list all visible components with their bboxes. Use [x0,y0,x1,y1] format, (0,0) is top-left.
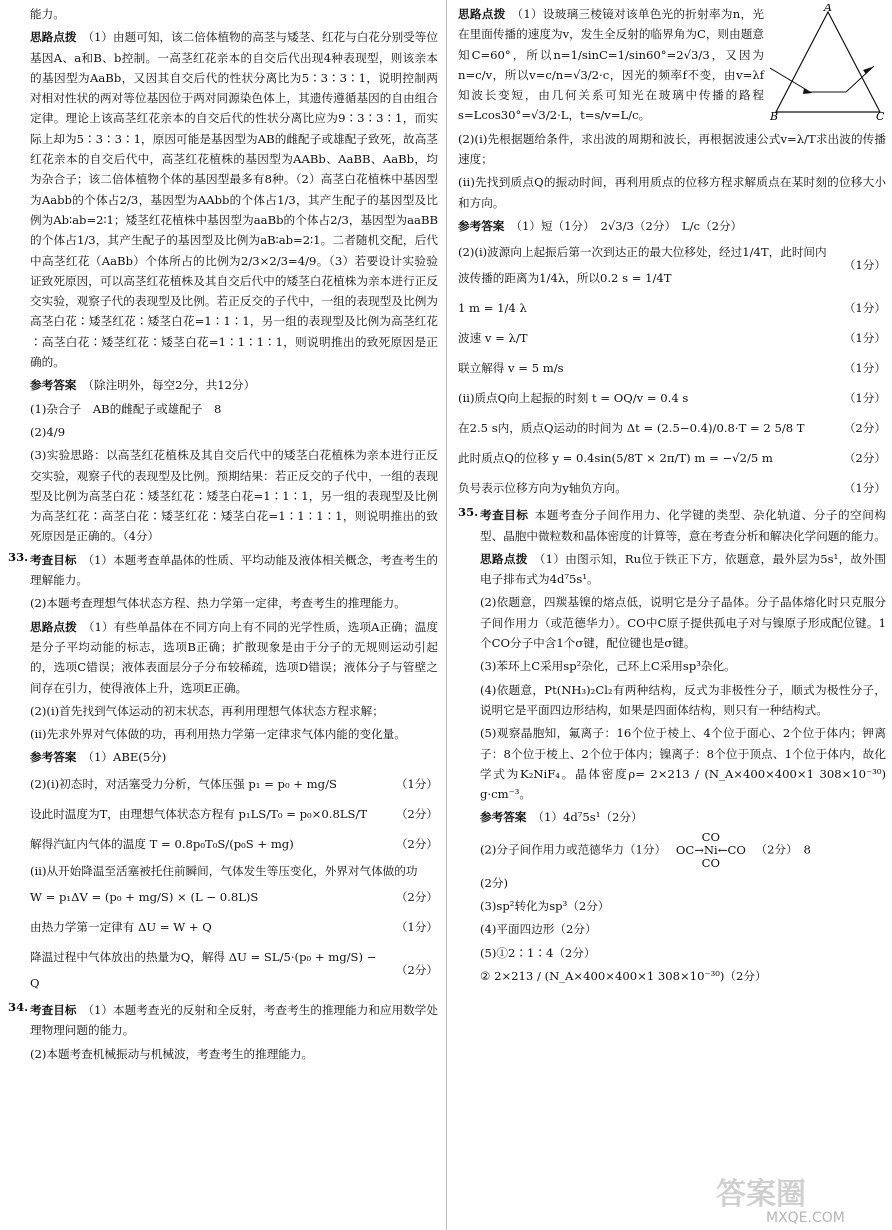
formula-row: (ⅱ)质点Q向上起振的时刻 t = OQ/v = 0.4 s （1分） [458,385,886,411]
formula-row: 由热力学第一定律有 ΔU = W + Q （1分） [30,914,438,940]
question-number: 33. [8,549,29,564]
column-divider [446,0,447,1230]
formula-row: 1 m = 1/4 λ （1分） [458,295,886,321]
optics-analysis: 思路点拨 （1）设玻璃三棱镜对该单色光的折射率为n，光在里面传播的速度为v，发生全反射的临界角为C，则由题意知C=60°，所以n=1/sinC=1/sin60°=2√3/3，又因为n=c/v，所以v=c/n=√3/2·c，因光的频率f不变，由v=λf知波长变短，由几何关系可知光在玻璃中传播的路程s=Lcos30°=√3/2·L，t=s/v=L/c。 [458,7,764,123]
formula-row: 联立解得 v = 5 m/s （1分） [458,355,886,381]
vertex-label-a: A [824,4,832,14]
score: （1分） [395,776,438,791]
score: （1分） [843,301,886,316]
formula-row: W = p₁ΔV = (p₀ + mg/S) × (L − 0.8L)S （2分） [30,884,438,910]
question-number: 35. [458,505,479,520]
section-head: 思路点拨 [30,30,77,45]
formula-row: 负号表示位移方向为y轴负方向。 （1分） [458,475,886,501]
answer-line: (3)实验思路：以高茎红花植株及其自交后代中的矮茎白花植株为亲本进行正反交实验，观察子代的表现型及比例。预期结果：若正反交的子代中，一组的表现型及比例为高茎白花∶矮茎红花∶矮茎白花=1∶1∶1，另一组的表现型及比例为高茎红花∶高茎白花∶矮茎红花∶矮茎白花=1∶1∶1∶1，则说明推出的致死原因是正确的。（4分） [30,448,438,544]
score: （2分） [395,806,438,821]
formula-row: 解得汽缸内气体的温度 T = 0.8p₀T₀S/(p₀S + mg) （2分） [30,831,438,857]
score: （1分） [843,391,886,406]
score: （2分） [843,421,886,436]
score: （2分） [395,962,438,977]
ni-co-structure: CO OC→Ni←CO CO [675,829,746,870]
watermark-sub: MXQE.COM [766,1210,845,1226]
vertex-label-b: B [770,110,779,120]
watermark-main: 答案圈 [716,1177,806,1212]
genetics-answer-head: 参考答案 （除注明外，每空2分，共12分） [30,378,256,393]
formula-row: (2)(ⅰ)初态时，对活塞受力分析，气体压强 p₁ = p₀ + mg/S （1分） [30,771,438,797]
optics-answer: 参考答案 （1）短（1分） 2√3/3（2分） L/c（2分） [458,218,743,233]
section-head: 参考答案 [30,378,77,393]
score: （2分） [395,889,438,904]
score: （1分） [843,481,886,496]
formula-row: 此时质点Q的位移 y = 0.4sin(5/8T × 2π/T) m = −√2/5 m （2分） [458,445,886,471]
genetics-analysis: 思路点拨 （1）由题可知，该二倍体植物的高茎与矮茎、红花与白花分别受等位基因A、a和B、b控制。一高茎红花亲本的自交后代出现4种表现型，则该亲本的基因型为AaBb，又因其自交后代的性状分离比为5∶3∶3∶1，说明控制两对相对性状的两对等位基因位于两对同源染色体上，其遗传遵循基因的自由组合定律。理论上该高茎红花亲本的自交后代的性状分离比应为9∶3∶3∶1，而实际上却为5∶3∶3∶1，原因可能是基因型为AB的雌配子或雄配子致死，故高茎红花亲本的自交后代中，高茎红花植株的基因型为AABb、AaBB、AaBb，均为杂合子；该二倍体植物个体的基因型最多有8种。（2）高茎白花植株中基因型为Aabb的个体占2/3，基因型为AAbb的个体占1/3，其产生配子的基因型及比例为Ab∶ab=2∶1；矮茎红花植株中基因型为aaBb的个体占2/3，基因型为aaBB的个体占1/3，其产生配子的基因型及比例为aB∶ab=2∶1。二者随机交配，后代中高茎红花（AaBb）个体所占的比例为2/3×2/3=4/9。（3）若要设计实验验证致死原因，可以高茎红花植株及其自交后代中的矮茎白花植株为亲本进行正反交实验，观察子代的表现型及比例。若正反交的子代中，一组的表现型及比例为高茎白花∶矮茎红花∶矮茎白花=1∶1∶1，另一组的表现型及比例为高茎红花∶高茎白花∶矮茎红花∶矮茎白花=1∶1∶1∶1，则说明推出的致死原因是正确的。 [30,30,438,370]
question-33: 33. 考查目标 （1）本题考查单晶体的性质、平均动能及液体相关概念，考查考生的理解能力。 (2)本题考查理想气体状态方程、热力学第一定律，考查考生的推理能力。 思路点拨 （1）有些单晶体在不同方向上有不同的光学性质，选项A正确；温度是分子平均动能的标志，选项B正确；扩散现象是由于分子的无规则运动引起的，选项C错误；液体表面层分子分布较稀疏，选项D错误；液体分子与管壁之间存在引力，使得液体上升，选项E正确。 (2)(ⅰ)首先找到气体运动的初末状态，再利用理想气体状态方程求解； (ⅱ)先求外界对气体做的功，再利用热力学第一定律求气体内能的变化量。 参考答案 （1）ABE(5分) (2)(ⅰ)初态时，对活塞受力分析，气体压强 p₁ = p₀ + mg/S （1分） 设此时温度为T，由理想气体状态方程有 p₁LS/T₀ = p₀×0.8LS/T （2分） 解得汽缸内气体的温度 T = 0.8p₀T₀S/(p₀S + mg) （2分） (ⅱ)从开始降温至活塞被托住前瞬间，气体发生等压变化，外界对气体做的功 W = p₁ΔV = (p₀ + mg/S) × (L − 0.8L)S （2分） 由热力学第一定律有 ΔU = W + Q （1分） 降温过程中气体放出的热量为Q，解得 ΔU = SL/5·(p₀ + mg/S) − Q （2分） [8,550,438,996]
question-34: 34. 考查目标 （1）本题考查光的反射和全反射，考查考生的推理能力和应用数学处理物理问题的能力。 (2)本题考查机械振动与机械波，考查考生的推理能力。 [8,999,438,1061]
vertex-label-c: C [876,110,885,120]
continued-text: 能力。 [30,7,65,21]
score: （2分） [395,836,438,851]
question-35: 35. 考查目标 本题考查分子间作用力、化学键的类型、杂化轨道、分子的空间构型、晶胞中微粒数和晶体密度的计算等，意在考查分析和解决化学问题的能力。 思路点拨 （1）由图示知，Ru位于铁正下方，依题意，最外层为5s¹，故外围电子排布式为4d⁷5s¹。 (2)依题意，四羰基镍的熔点低，说明它是分子晶体。分子晶体熔化时只克服分子间作用力（或范德华力）。CO中C原子提供孤电子对与镍原子形成配位键。1个CO分子中含1个σ键，配位键也是σ键。 (3)苯环上C采用sp²杂化，己环上C采用sp³杂化。 (4)依题意，Pt(NH₃)₂Cl₂有两种结构，反式为非极性分子，顺式为极性分子，说明它是平面四边形结构，如果是四面体结构，则只有一种结构式。 (5)观察晶胞知，氟离子：16个位于棱上、4个位于面心、2个位于体内；钾离子：8个位于棱上、2个位于体内；镍离子：8个位于顶点、1个位于体内，故化学式为K₂NiF₄。晶体密度ρ= 2×213 / (N_A×400×400×1 308×10⁻³⁰) g·cm⁻³。 参考答案 （1）4d⁷5s¹（2分） (2)分子间作用力或范德华力（1分） CO OC→Ni←CO CO （2分） 8 (2分) (3)sp²转化为sp³（2分） (4)平面四边形（2分） (5)①2∶1∶4（2分） ② 2×213 / (N_A×400×400×1 308×10⁻³⁰)（2分） [458,505,886,983]
formula-row: 降温过程中气体放出的热量为Q，解得 ΔU = SL/5·(p₀ + mg/S) − Q （2分） [30,949,438,990]
answer-line: (1)杂合子 AB的雌配子或雄配子 8 [30,401,222,416]
question-number: 34. [8,999,29,1014]
score: （2分） [843,451,886,466]
score: （1分） [395,919,438,934]
nickel-carbonyl-answer: (2)分子间作用力或范德华力（1分） CO OC→Ni←CO CO （2分） 8 [480,829,811,870]
prism-figure [770,4,886,120]
score: （1分） [843,361,886,376]
formula-row: 在2.5 s内，质点Q运动的时间为 Δt = (2.5−0.4)/0.8·T = 2 5/8 T （2分） [458,415,886,441]
formula-row: 设此时温度为T，由理想气体状态方程有 p₁LS/T₀ = p₀×0.8LS/T （2分） [30,801,438,827]
score: （1分） [843,331,886,346]
formula-row: (2)(ⅰ)波源向上起振后第一次到达正的最大位移处，经过1/4T，此时间内波传播的距离为1/4λ，所以0.2 s = 1/4T （1分） [458,245,886,286]
formula-row: 波速 v = λ/T （1分） [458,325,886,351]
score: （1分） [843,258,886,273]
right-column: A B C 思路点拨 （1）设玻璃三棱镜对该单色光的折射率为n，光在里面传播的速度为v，发生全反射的临界角为C，则由题意知C=60°，所以n=1/sinC=1/sin60°=2√3/3，又因为n=c/v，所以v=c/n=√3/2·c，因光的频率f不变，由v=λf知波长变短，由几何关系可知光在玻璃中传播的路程s=Lcos30°=√3/2·L，t=s/v=L/c。 (2)(ⅰ)先根据题给条件，求出波的周期和波长，再根据波速公式v=λ/T求出波的传播速度； (ⅱ)先找到质点Q的振动时间，再利用质点的位移方程求解质点在某时刻的位移大小和方向。 参考答案 （1）短（1分） 2√3/3（2分） L/c（2分） (2)(ⅰ)波源向上起振后第一次到达正的最大位移处，经过1/4T，此时间内波传播的距离为1/4λ，所以0.2 s = 1/4T （1分） 1 m = 1/4 λ （1分） 波速 v = λ/T （1分） 联立解得 v = 5 m/s （1分） (ⅱ)质点Q向上起振的时刻 t = OQ/v = 0.4 s （1分） 在2.5 s内，质点Q运动的时间为 Δt = (2.5−0.4)/0.8·T = 2 5/8 T （2分） 此时质点Q的位移 y = 0.4sin(5/8T × 2π/T) m = −√2/5 m （2分） 负号表示位移方向为y轴负方向。 （1分） 35. 考查目标 本题考查分子间作用力、化学键的类型、杂化轨道、分子的空间构型、晶胞中微粒数和晶体密度的计算等，意在考查分析和解决化学问题的能力。 思路点拨 （1）由图示知，Ru位于铁正下方，依题意，最外层为5s¹，故外围电子排布式为4d⁷5s¹。 (2)依题意，四羰基镍的熔点低，说明它是分子晶体。分子晶体熔化时只克服分子间作用力（或范德华力）。CO中C原子提供孤电子对与镍原子形成配位键。1个CO分子中含1个σ键，配位键也是σ键。 (3)苯环上C采用sp²杂化，己环上C采用sp³杂化。 (4)依题意，Pt(NH₃)₂Cl₂有两种结构，反式为非极性分子，顺式为极性分子，说明它是平面四边形结构，如果是四面体结构，则只有一种结构式。 (5)观察晶胞知，氟离子：16个位于棱上、4个位于面心、2个位于体内；钾离子：8个位于棱上、2个位于体内；镍离子：8个位于顶点、1个位于体内，故化学式为K₂NiF₄。晶体密度ρ= 2×213 / (N_A×400×400×1 308×10⁻³⁰) g·cm⁻³。 参考答案 （1）4d⁷5s¹（2分） (2)分子间作用力或范德华力（1分） CO OC→Ni←CO CO （2分） 8 (2分) (3)sp²转化为sp³（2分） (4)平面四边形（2分） (5)①2∶1∶4（2分） ② 2×213 / (N_A×400×400×1 308×10⁻³⁰)（2分） [458,4,886,1230]
left-column [8,4,438,1230]
answer-line: (2)4/9 [30,424,66,439]
